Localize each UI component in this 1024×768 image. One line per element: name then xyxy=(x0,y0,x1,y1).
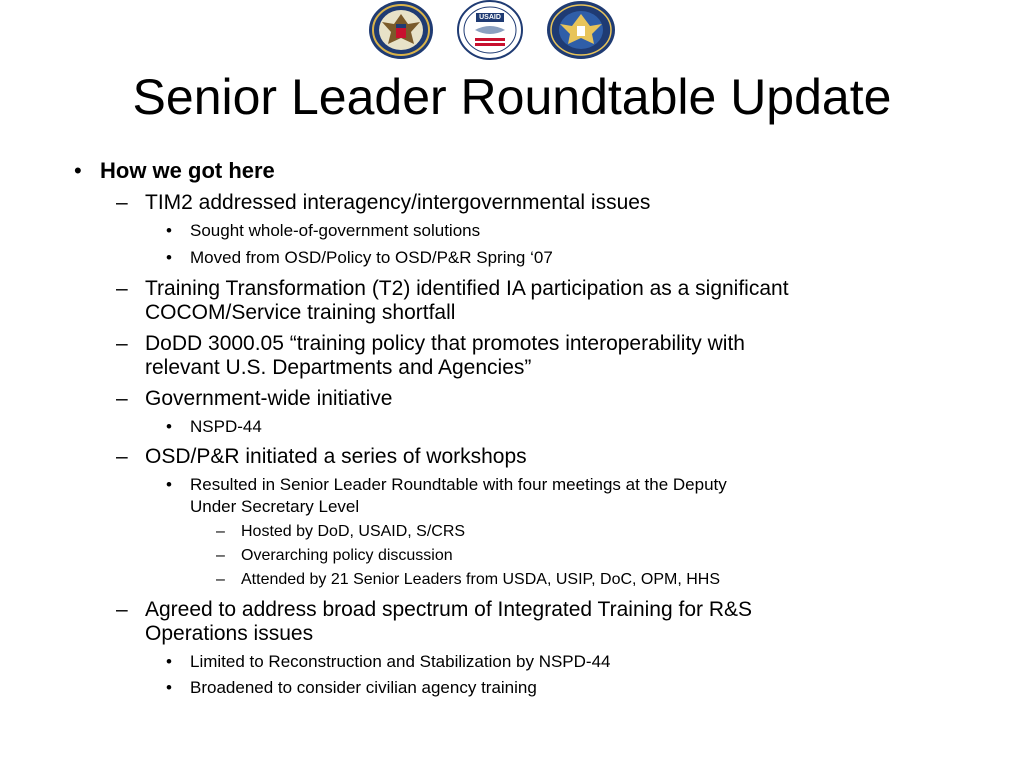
dash-marker: – xyxy=(116,445,128,468)
usaid-logo-text: USAID xyxy=(479,14,501,21)
bullet-marker: • xyxy=(166,678,172,697)
bullet-workshops: OSD/P&R initiated a series of workshops xyxy=(145,445,527,468)
sub-bullet-broadened: Broadened to consider civilian agency training xyxy=(190,678,537,697)
dash-marker: – xyxy=(116,387,128,410)
dash-marker: – xyxy=(216,523,225,540)
bullet-training-transformation-line2: COCOM/Service training shortfall xyxy=(145,301,456,324)
bullet-tim2: TIM2 addressed interagency/intergovernmental issues xyxy=(145,191,651,214)
sub-bullet-nspd44: NSPD-44 xyxy=(190,417,262,436)
dash-marker: – xyxy=(216,547,225,564)
bullet-marker: • xyxy=(166,248,172,267)
bullet-marker: • xyxy=(166,475,172,494)
bullet-marker: • xyxy=(166,417,172,436)
slide-title: Senior Leader Roundtable Update xyxy=(132,69,892,125)
sub-sub-bullet-attended: Attended by 21 Senior Leaders from USDA, USIP, DoC, OPM, HHS xyxy=(241,571,721,588)
dash-marker: – xyxy=(216,571,225,588)
sub-bullet-roundtable-line2: Under Secretary Level xyxy=(190,497,360,516)
dash-marker: – xyxy=(116,332,128,355)
dash-marker: – xyxy=(116,598,128,621)
bullet-marker: • xyxy=(166,652,172,671)
section-heading: How we got here xyxy=(100,158,275,183)
sub-sub-bullet-policy: Overarching policy discussion xyxy=(241,547,453,564)
bullet-agreed-line2: Operations issues xyxy=(145,622,314,645)
sub-bullet-limited: Limited to Reconstruction and Stabilization by NSPD-44 xyxy=(190,652,611,671)
dash-marker: – xyxy=(116,277,128,300)
bullet-dodd-line1: DoDD 3000.05 “training policy that promotes interoperability with xyxy=(145,332,745,355)
sub-bullet-roundtable-line1: Resulted in Senior Leader Roundtable with four meetings at the Deputy xyxy=(190,475,727,494)
bullet-marker: • xyxy=(74,158,82,183)
sub-sub-bullet-hosted: Hosted by DoD, USAID, S/CRS xyxy=(241,523,466,540)
bullet-marker: • xyxy=(166,221,172,240)
dash-marker: – xyxy=(116,191,128,214)
bullet-government-wide: Government-wide initiative xyxy=(145,387,393,410)
bullet-training-transformation-line1: Training Transformation (T2) identified IA participation as a significant xyxy=(145,277,789,300)
bullet-agreed-line1: Agreed to address broad spectrum of Integrated Training for R&S xyxy=(145,598,753,621)
bullet-dodd-line2: relevant U.S. Departments and Agencies” xyxy=(145,356,532,379)
sub-bullet-whole-of-government: Sought whole-of-government solutions xyxy=(190,221,481,240)
sub-bullet-moved-osd: Moved from OSD/Policy to OSD/P&R Spring ‘07 xyxy=(190,248,553,267)
